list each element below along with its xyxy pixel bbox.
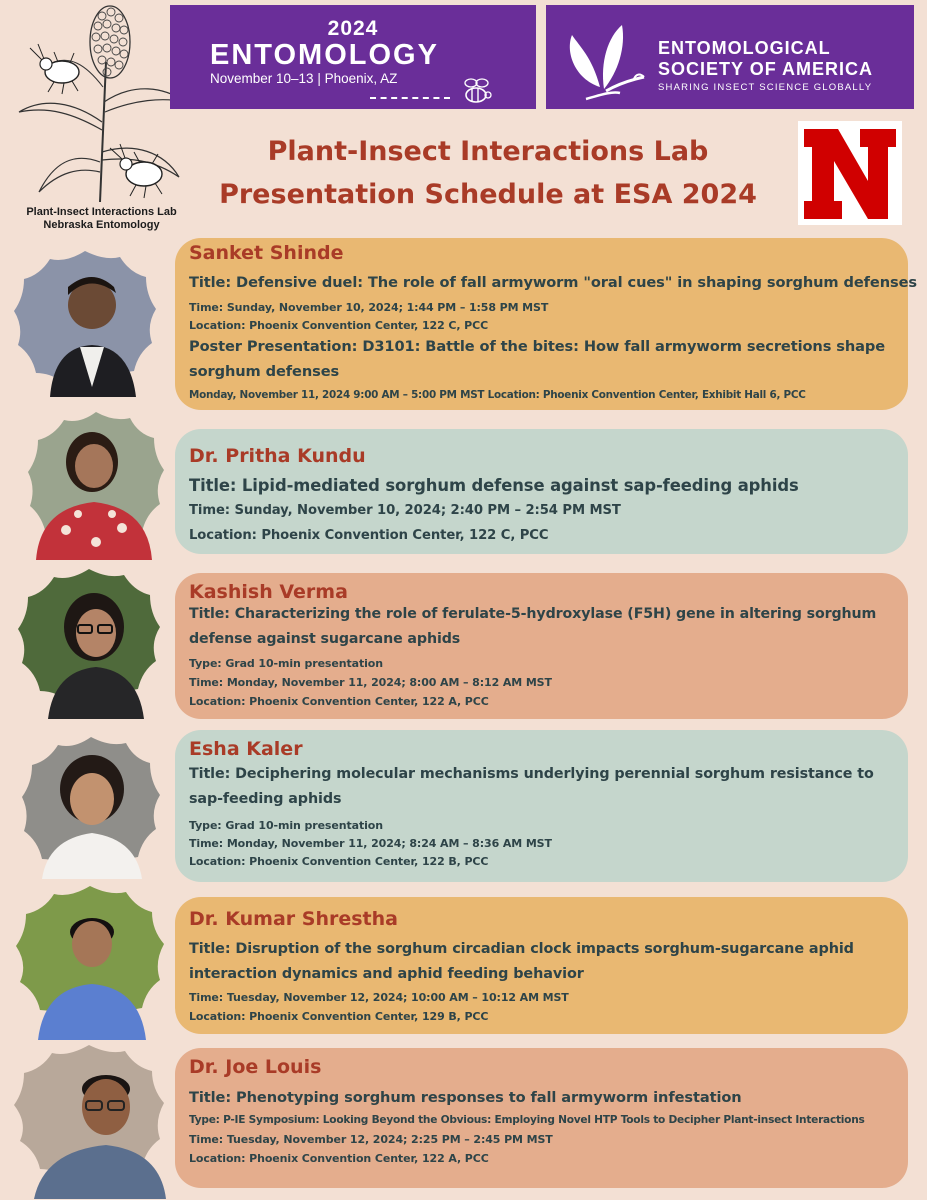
presenter-name: Esha Kaler bbox=[189, 738, 303, 760]
presenter-card-esha-kaler bbox=[175, 730, 908, 882]
nebraska-n-logo bbox=[798, 121, 902, 225]
presenter-name: Kashish Verma bbox=[189, 581, 348, 603]
lab-logo-caption-line1: Plant-Insect Interactions Lab bbox=[26, 206, 177, 218]
poster-details: Monday, November 11, 2024 9:00 AM – 5:00 PM MST Location: Phoenix Convention Center, Exhibit Hall 6, PCC bbox=[189, 389, 806, 401]
presentation-time: Time: Tuesday, November 12, 2024; 2:25 PM – 2:45 PM MST bbox=[189, 1133, 553, 1146]
dash-line bbox=[370, 97, 450, 99]
entomology-word: ENTOMOLOGY bbox=[210, 39, 439, 71]
presentation-title: Title: Lipid-mediated sorghum defense against sap-feeding aphids bbox=[189, 476, 799, 495]
presentation-time: Time: Sunday, November 10, 2024; 2:40 PM – 2:54 PM MST bbox=[189, 503, 621, 518]
bee-icon bbox=[454, 75, 498, 109]
presenter-card-sanket-shinde bbox=[175, 238, 917, 410]
presentation-type: Type: Grad 10-min presentation bbox=[189, 657, 383, 670]
lab-logo bbox=[14, 2, 189, 234]
presenter-name: Dr. Kumar Shrestha bbox=[189, 908, 398, 930]
lab-logo-caption-line2: Nebraska Entomology bbox=[43, 219, 160, 231]
presenter-card-joe-louis bbox=[175, 1048, 908, 1188]
page-title-line1: Plant-Insect Interactions Lab bbox=[267, 136, 709, 167]
presenter-name: Sanket Shinde bbox=[189, 242, 344, 264]
presentation-time: Time: Monday, November 11, 2024; 8:24 AM – 8:36 AM MST bbox=[189, 837, 552, 850]
avatar-sanket-shinde bbox=[10, 247, 160, 401]
esa-banner bbox=[546, 5, 914, 109]
entomology-year: 2024 bbox=[327, 17, 379, 40]
presenter-card-kumar-shrestha bbox=[175, 897, 908, 1034]
avatar-joe-louis bbox=[10, 1043, 168, 1199]
presentation-type: Type: Grad 10-min presentation bbox=[189, 819, 383, 832]
presentation-location: Location: Phoenix Convention Center, 122 A, PCC bbox=[189, 1152, 489, 1165]
avatar-pritha-kundu bbox=[26, 410, 166, 560]
presentation-time: Time: Monday, November 11, 2024; 8:00 AM – 8:12 AM MST bbox=[189, 676, 552, 689]
presentation-type: Type: P-IE Symposium: Looking Beyond the Obvious: Employing Novel HTP Tools to Decipher Plant-insect Interactions bbox=[189, 1114, 865, 1126]
presentation-title: Title: Deciphering molecular mechanisms underlying perennial sorghum resistance to sap-feeding aphids bbox=[189, 766, 874, 807]
avatar-kumar-shrestha bbox=[12, 884, 168, 1040]
esa-tagline: SHARING INSECT SCIENCE GLOBALLY bbox=[658, 82, 873, 93]
presentation-time: Time: Tuesday, November 12, 2024; 10:00 AM – 10:12 AM MST bbox=[189, 991, 569, 1004]
nebraska-n-icon bbox=[798, 121, 902, 225]
presenter-card-pritha-kundu bbox=[175, 429, 908, 554]
esa-line1: ENTOMOLOGICAL bbox=[658, 38, 831, 58]
presentation-title: Title: Phenotyping sorghum responses to fall armyworm infestation bbox=[189, 1089, 742, 1106]
presentation-location: Location: Phoenix Convention Center, 122 A, PCC bbox=[189, 695, 489, 708]
presentation-location: Location: Phoenix Convention Center, 129 B, PCC bbox=[189, 1010, 489, 1023]
page-title bbox=[188, 130, 788, 216]
avatar-kashish-verma bbox=[14, 567, 164, 719]
esa-butterfly-icon bbox=[560, 17, 650, 103]
avatar-esha-kaler bbox=[20, 735, 162, 879]
presenter-name: Dr. Pritha Kundu bbox=[189, 445, 366, 467]
lab-logo-caption bbox=[14, 206, 189, 232]
presentation-title: Title: Defensive duel: The role of fall armyworm "oral cues" in shaping sorghum defenses bbox=[189, 274, 917, 291]
presenter-card-kashish-verma bbox=[175, 573, 908, 719]
entomology-2024-banner bbox=[170, 5, 536, 109]
presentation-title: Title: Characterizing the role of ferulate-5-hydroxylase (F5H) gene in altering sorghum defense against sugarcane aphids bbox=[189, 606, 877, 647]
sorghum-aphid-illustration bbox=[14, 2, 189, 206]
poster-presentation: Poster Presentation: D3101: Battle of the bites: How fall armyworm secretions shape sorghum defenses bbox=[189, 338, 886, 380]
presentation-location: Location: Phoenix Convention Center, 122 C, PCC bbox=[189, 528, 549, 543]
esa-line2: SOCIETY OF AMERICA bbox=[658, 59, 874, 79]
presentation-title: Title: Disruption of the sorghum circadian clock impacts sorghum-sugarcane aphid interaction dynamics and aphid feeding behavior bbox=[189, 941, 854, 982]
presentation-time: Time: Sunday, November 10, 2024; 1:44 PM – 1:58 PM MST bbox=[189, 301, 549, 314]
presentation-location: Location: Phoenix Convention Center, 122 B, PCC bbox=[189, 855, 489, 868]
presentation-location: Location: Phoenix Convention Center, 122 C, PCC bbox=[189, 319, 489, 332]
entomology-dates: November 10–13 | Phoenix, AZ bbox=[210, 71, 398, 86]
page-title-line2: Presentation Schedule at ESA 2024 bbox=[219, 179, 757, 210]
presenter-name: Dr. Joe Louis bbox=[189, 1056, 322, 1078]
